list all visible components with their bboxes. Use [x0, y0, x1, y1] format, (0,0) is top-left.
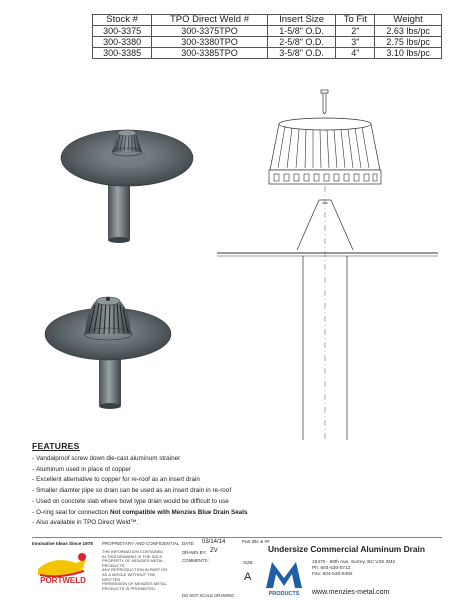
- company-address: [312, 560, 395, 577]
- portweld-logo-text: PORTWELD: [40, 576, 86, 585]
- col-header-insert-size: Insert Size: [267, 15, 336, 26]
- bullet-dash: -: [32, 476, 35, 484]
- feature-text: Excellent alternative to copper for re-roof as an insert drain: [36, 476, 200, 484]
- menzies-logo-text: PRODUCTS: [268, 591, 300, 596]
- bullet-dash: -: [32, 497, 35, 505]
- menzies-m-logo-icon: [264, 556, 304, 596]
- features-list: [32, 454, 442, 529]
- company-tagline: Innovative Ideas Since 1978: [32, 541, 93, 546]
- size-label: SIZE: [243, 560, 253, 565]
- proprietary-title: PROPRIETARY AND CONFIDENTIAL: [102, 541, 180, 546]
- bullet-dash: -: [32, 519, 35, 527]
- table-cell: 4": [336, 48, 375, 59]
- bullet-dash: -: [32, 508, 35, 516]
- col-header-to-fit: To Fit: [336, 15, 375, 26]
- table-cell: 3.10 lbs/pc: [375, 48, 442, 59]
- website-link[interactable]: www.menzies-metal.com: [312, 589, 390, 596]
- table-cell: 300-3385: [93, 48, 152, 59]
- table-cell: 2": [336, 26, 375, 37]
- list-item: [32, 465, 442, 476]
- exploded-line-drawing: [217, 90, 438, 440]
- bullet-dash: -: [32, 465, 35, 473]
- drawn-by-label: DRAWN BY:: [182, 550, 207, 555]
- table-cell: 3": [336, 37, 375, 48]
- feature-warning-bold: Not compatible with Menzies Blue Drain Seals: [109, 508, 248, 516]
- col-header-tpo: TPO Direct Weld #: [152, 15, 268, 26]
- col-header-stock: Stock #: [93, 15, 152, 26]
- list-item: [32, 454, 442, 465]
- list-item: [32, 508, 442, 519]
- features-title: FEATURES: [32, 441, 80, 451]
- table-cell: 3-5/8" O.D.: [267, 48, 336, 59]
- drawing-title: Undersize Commercial Aluminum Drain: [268, 544, 425, 554]
- portweld-logo-icon: [34, 549, 92, 585]
- phone-line: Ph: 604-530-0712: [312, 565, 351, 571]
- table-cell: 300-3385TPO: [152, 48, 268, 59]
- table-cell: 300-3375: [93, 26, 152, 37]
- table-cell: 2-5/8" O.D.: [267, 37, 336, 48]
- proprietary-notice: THE INFORMATION CONTAINED IN THIS DRAWING IS THE SOLE PROPERTY OF MENZIES METAL PRODUCTS. ANY REPRODUCTION IN PART OR AS A WHOLE WITHOUT THE WRITTEN PERMISSION OF MENZIES METAL PRODUCTS IS PROHIBITED.: [102, 549, 168, 591]
- feature-text: O-ring seal for connection: [36, 508, 110, 516]
- feature-text: Used on concrete slab where bowl type drain would be difficult to use: [36, 497, 229, 505]
- table-cell: 300-3375TPO: [152, 26, 268, 37]
- table-cell: 2.63 lbs/pc: [375, 26, 442, 37]
- list-item: [32, 475, 442, 486]
- features-section: [32, 441, 442, 529]
- feature-text: Vandalproof screw down die-cast aluminum strainer: [36, 455, 181, 462]
- drain-render-perspective-view: [45, 297, 171, 409]
- feature-text: Smaller diamter pipe so drain can be used as an insert drain in re-roof: [36, 487, 232, 495]
- col-header-weight: Weight: [375, 15, 442, 26]
- drain-render-top-view: [61, 130, 193, 243]
- list-item: [32, 518, 442, 529]
- title-block: [32, 537, 442, 597]
- feature-text: Also available in TPO Direct Weld™.: [36, 519, 139, 527]
- size-value: A: [244, 571, 252, 583]
- bullet-dash: -: [32, 455, 35, 462]
- date-label: DATE:: [182, 541, 195, 546]
- address-line: 19370 - 60th Ave, Surrey, BC V3S 3M2: [312, 560, 396, 565]
- date-value: 03/14/14: [202, 539, 226, 545]
- part-file-label: Part title & ##: [242, 539, 270, 544]
- table-cell: 300-3380TPO: [152, 37, 268, 48]
- drawn-by-value: ZV: [210, 548, 218, 554]
- list-item: [32, 497, 442, 508]
- no-scale-notice: DO NOT SCALE DRAWING: [182, 593, 235, 598]
- table-cell: 1-5/8" O.D.: [267, 26, 336, 37]
- bullet-dash: -: [32, 487, 35, 495]
- table-cell: 300-3380: [93, 37, 152, 48]
- table-cell: 2.75 lbs/pc: [375, 37, 442, 48]
- feature-text: Aluminum used in place of copper: [36, 465, 131, 473]
- fax-line: Fax: 604-530-8482: [312, 571, 353, 577]
- list-item: [32, 486, 442, 497]
- comments-label: COMMENTS:: [182, 558, 209, 563]
